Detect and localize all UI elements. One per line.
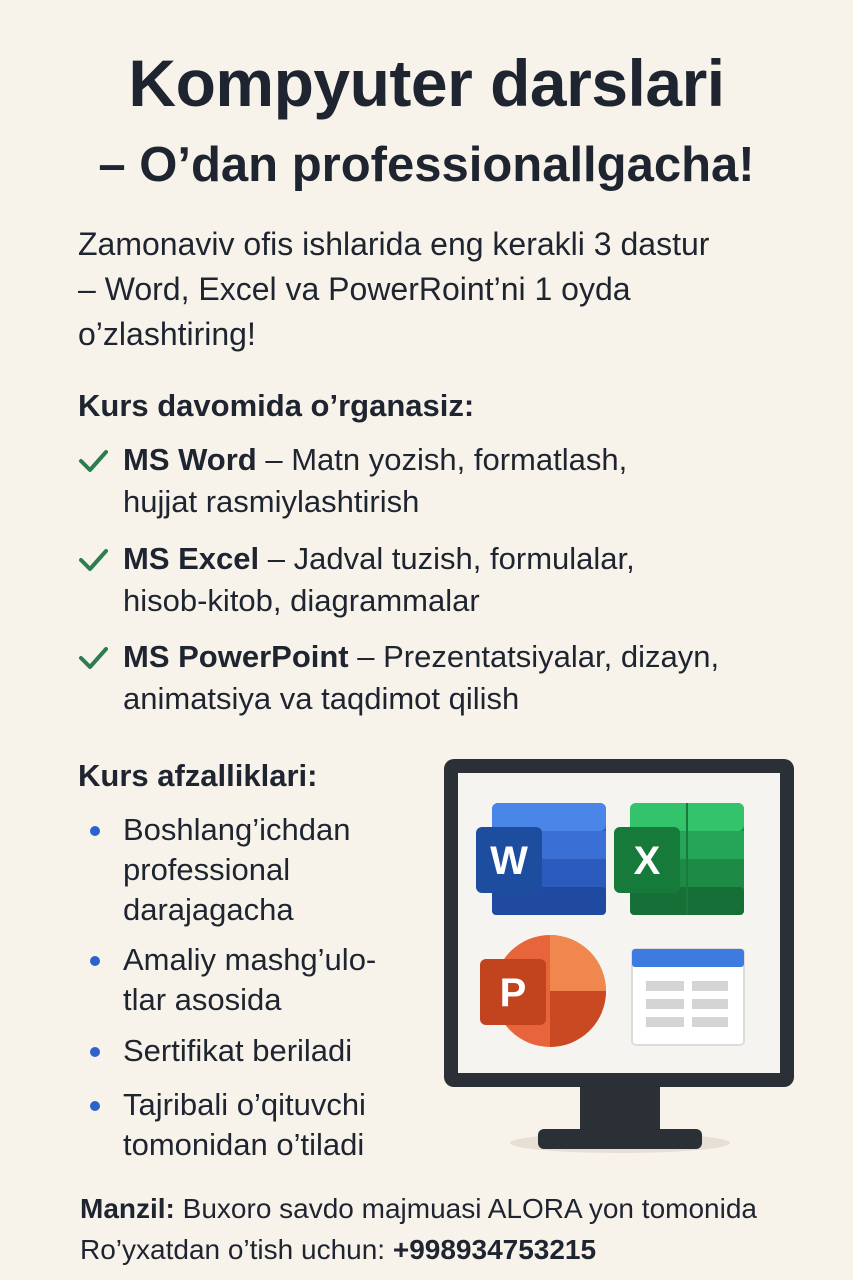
intro-line: o’zlashtiring!: [78, 316, 256, 352]
address-text: Buxoro savdo majmuasi ALORA yon tomonida: [174, 1193, 757, 1224]
bullet-icon: [90, 1101, 100, 1111]
ppt-letter: P: [499, 971, 527, 1015]
address-line: [80, 1189, 840, 1229]
advantage-line: professional: [123, 852, 291, 887]
intro-line: Zamonaviv ofis ishlarida eng kerakli 3 dastur: [78, 226, 710, 262]
advantage-line: tlar asosida: [123, 982, 282, 1017]
word-icon: [476, 803, 606, 915]
advantage-item: [90, 1031, 430, 1071]
learn-item-word: [78, 439, 838, 523]
learn-item-name: MS Excel: [123, 541, 260, 576]
check-icon: [78, 538, 110, 580]
learn-item-excel: [78, 538, 838, 622]
phone-number[interactable]: +998934753215: [392, 1234, 597, 1265]
check-icon: [78, 439, 110, 481]
monitor-illustration: [440, 755, 798, 1155]
bullet-icon: [90, 956, 100, 966]
check-icon: [78, 636, 110, 678]
advantages-heading: Kurs afzalliklari:: [78, 758, 318, 793]
bullet-icon: [90, 1047, 100, 1057]
learn-item-desc: – Jadval tuzish, formulalar,: [259, 541, 635, 576]
advantage-line: tomonidan o’tiladi: [123, 1127, 365, 1162]
learn-item-name: MS PowerPoint: [123, 639, 349, 674]
intro-text: [78, 222, 818, 357]
learn-item-desc: – Prezentatsiyalar, dizayn,: [348, 639, 720, 674]
advantage-line: Amaliy mashg’ulo-: [123, 942, 377, 977]
advantage-line: darajagacha: [123, 892, 294, 927]
page-subtitle: – O’dan professionallgacha!: [98, 138, 755, 192]
advantage-line: Boshlang’ichdan: [123, 812, 351, 847]
learn-item-desc2: hisob-kitob, diagrammalar: [123, 583, 480, 618]
excel-icon: [614, 803, 744, 915]
register-line: [80, 1230, 840, 1270]
bullet-icon: [90, 826, 100, 836]
learn-heading: Kurs davomida o’rganasiz:: [78, 388, 475, 423]
word-letter: W: [490, 839, 528, 883]
learn-item-desc2: hujjat rasmiylashtirish: [123, 484, 420, 519]
address-label: Manzil:: [80, 1193, 175, 1224]
document-icon: [632, 949, 744, 1045]
register-label: Ro’yxatdan o’tish uchun:: [80, 1234, 393, 1265]
learn-item-desc2: animatsiya va taqdimot qilish: [123, 681, 520, 716]
excel-letter: X: [633, 839, 661, 883]
learn-item-name: MS Word: [123, 442, 257, 477]
advantage-line: Tajribali o’qituvchi: [123, 1087, 366, 1122]
learn-item-powerpoint: [78, 636, 838, 720]
learn-item-desc: – Matn yozish, formatlash,: [256, 442, 628, 477]
advantage-item: [90, 810, 430, 930]
page-title: Kompyuter darslari: [128, 46, 725, 120]
advantage-line: Sertifikat beriladi: [123, 1033, 353, 1068]
advantage-item: [90, 940, 430, 1020]
intro-line: – Word, Excel va PowerRoint’ni 1 oyda: [78, 271, 631, 307]
advantage-item: [90, 1085, 430, 1165]
